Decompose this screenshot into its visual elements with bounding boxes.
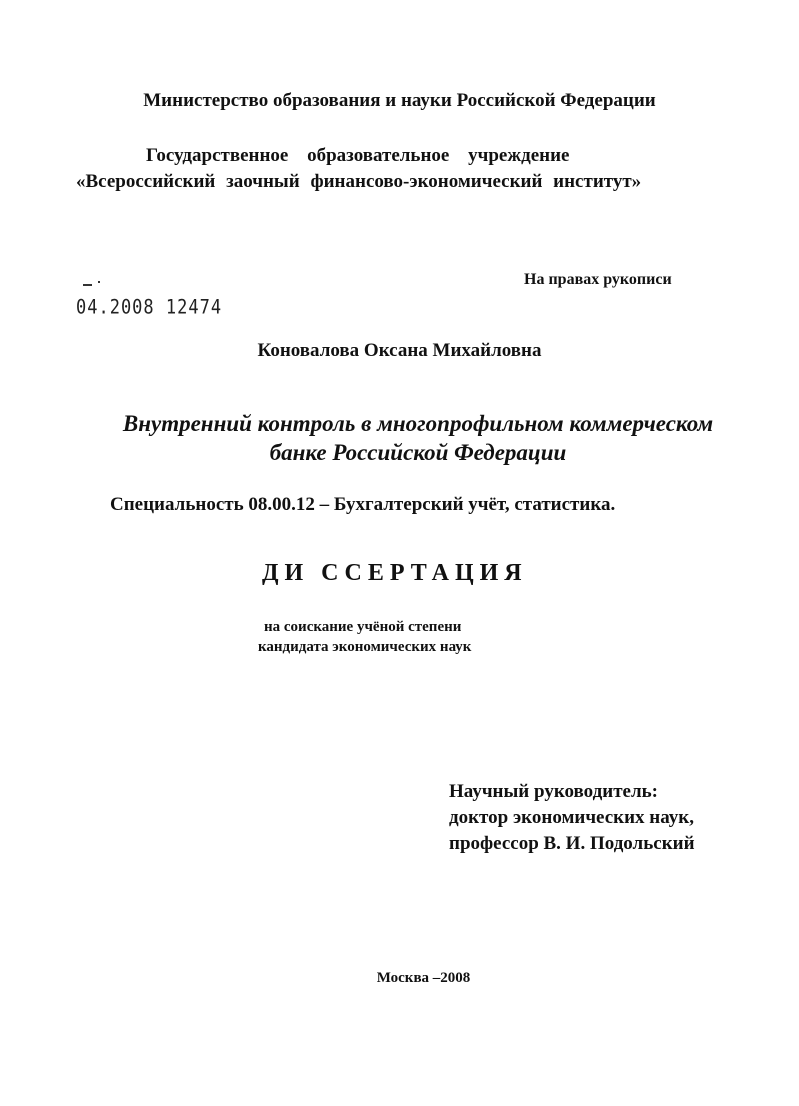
thesis-title-line-2: банке Российской Федерации: [269, 440, 567, 465]
thesis-title-line-1: Внутренний контроль в многопрофильном коммерческом: [122, 411, 714, 436]
advisor-block: [449, 779, 695, 857]
advisor-name: профессор В. И. Подольский: [449, 833, 695, 854]
author-name: Коновалова Оксана Михайловна: [257, 340, 542, 361]
ministry-heading: Министерство образования и науки Российской Федерации: [143, 90, 656, 111]
thesis-title: [0, 409, 799, 467]
city-year: Москва –2008: [376, 970, 471, 986]
stamp-dot: [98, 281, 100, 283]
degree-line-2: кандидата экономических наук: [258, 639, 472, 655]
advisor-degree: доктор экономических наук,: [449, 807, 694, 828]
advisor-label: Научный руководитель:: [449, 781, 658, 802]
document-type: ДИ ССЕРТАЦИЯ: [262, 560, 528, 586]
institution-line-2: «Всероссийский заочный финансово-экономический институт»: [76, 171, 642, 192]
stamp-mark: [83, 284, 92, 286]
specialty: Специальность 08.00.12 – Бухгалтерский учёт, статистика.: [110, 494, 616, 515]
registration-stamp: 04.2008 12474: [76, 296, 223, 319]
manuscript-note: На правах рукописи: [524, 271, 672, 288]
degree-line-1: на соискание учёной степени: [264, 619, 462, 635]
institution-line-1: Государственное образовательное учреждение: [146, 145, 570, 166]
